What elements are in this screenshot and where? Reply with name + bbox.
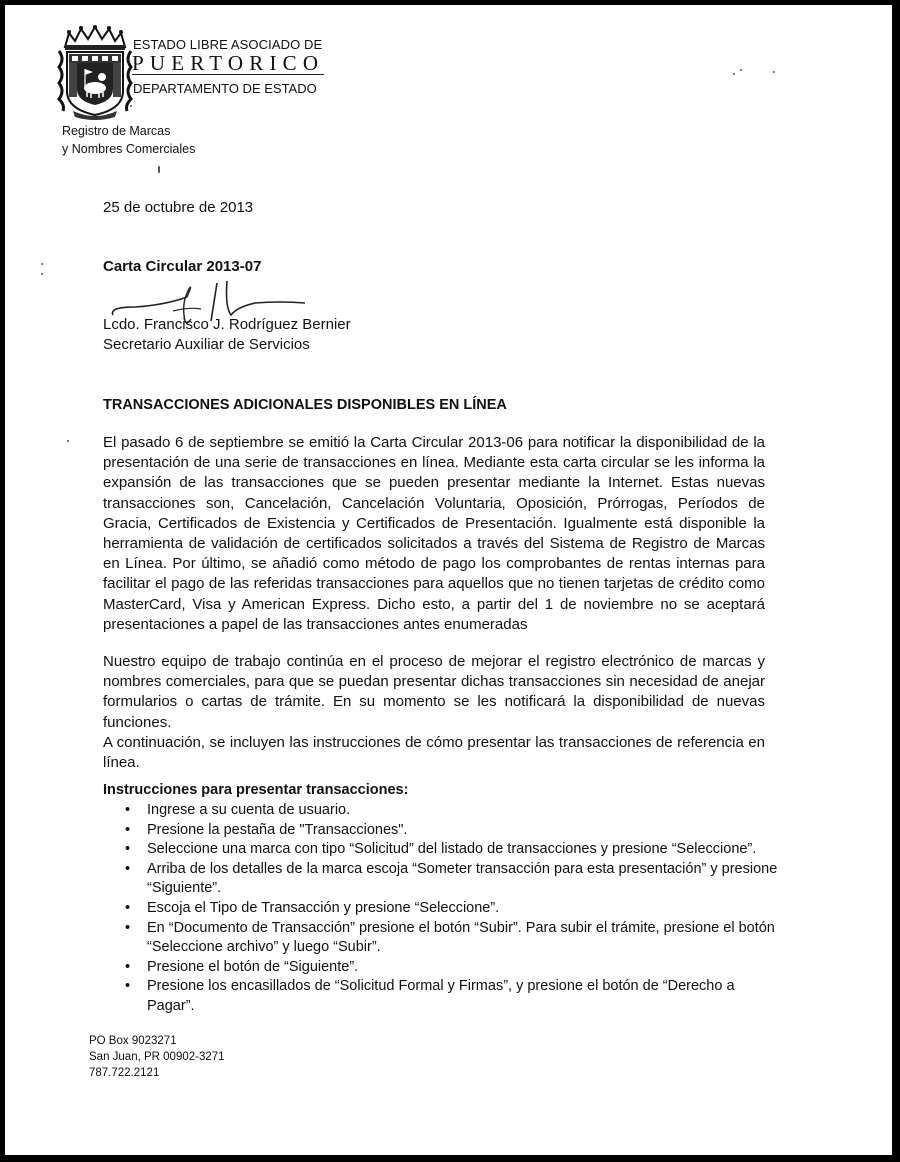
scan-speck bbox=[158, 166, 160, 173]
instructions-list bbox=[103, 801, 783, 1017]
scan-speck bbox=[733, 73, 735, 75]
list-item-text: Ingrese a su cuenta de usuario. bbox=[147, 802, 351, 818]
office-name-line-2: y Nombres Comerciales bbox=[62, 142, 196, 156]
list-item bbox=[103, 821, 783, 841]
office-name-line-1: Registro de Marcas bbox=[62, 124, 171, 138]
list-item-text: Presione la pestaña de "Transacciones". bbox=[147, 821, 408, 838]
scan-speck bbox=[41, 273, 43, 275]
paragraph-2: Nuestro equipo de trabajo continúa en el proceso de mejorar el registro electrónico de marcas y nombres comerciales, para que se puedan presentar dichas transacciones sin necesidad de anejar formularios o cartas de trámite. En su momento se les notificará la disponibilidad de nuevas funciones. bbox=[103, 653, 765, 731]
list-item bbox=[103, 899, 783, 919]
letter-date: 25 de octubre de 2013 bbox=[103, 199, 254, 216]
bullet-icon: • bbox=[125, 802, 131, 818]
scan-speck bbox=[130, 105, 132, 107]
coat-of-arms-seal-icon bbox=[55, 25, 135, 123]
paragraph-1: El pasado 6 de septiembre se emitió la Carta Circular 2013-06 para notificar la disponibilidad de la presentación de una serie de transacciones en línea. Mediante esta carta circular se les informa la expansión de las transacciones que se pueden presentar mediante la Internet. Estas nuevas transacciones son, Cancelación, Cancelación Voluntaria, Oposición, Prórrogas, Períodos de Gracia, Certificados de Existencia y Certificados de Presentación. Igualmente está disponible la herramienta de validación de certificados solicitados a través del Sistema de Registro de Marcas en Línea. Por último, se añadió como método de pago los comprobantes de rentas internas para facilitar el pago de las referidas transacciones para aquellos que no tienen tarjetas de crédito como MasterCard, Visa y American Express. Dicho esto, a partir del 1 de noviembre no se aceptará presentaciones a papel de las transacciones antes enumeradas bbox=[103, 434, 765, 633]
signatory-name: Lcdo. Francisco J. Rodríguez Bernier bbox=[103, 316, 351, 333]
circular-title: Carta Circular 2013-07 bbox=[103, 258, 262, 275]
letterhead-line-1: ESTADO LIBRE ASOCIADO DE bbox=[133, 37, 323, 52]
list-item bbox=[103, 977, 783, 1016]
footer-contact bbox=[89, 1033, 225, 1081]
bullet-icon: • bbox=[125, 919, 131, 936]
bullet-icon: • bbox=[125, 821, 131, 838]
scan-speck bbox=[67, 440, 69, 442]
letterhead-department: DEPARTAMENTO DE ESTADO bbox=[133, 81, 317, 96]
letterhead-puerto-rico: PUERTORICO bbox=[132, 51, 325, 75]
footer-phone: 787.722.2121 bbox=[89, 1067, 160, 1079]
list-item-text: Seleccione una marca con tipo “Solicitud” del listado de transacciones y presione “Seleccione”. bbox=[147, 841, 757, 858]
list-item-text: Arriba de los detalles de la marca escoja “Someter transacción para esta presentación” y presione “Siguiente”. bbox=[147, 860, 778, 897]
instructions-heading: Instrucciones para presentar transacciones: bbox=[103, 782, 409, 798]
bullet-icon: • bbox=[125, 978, 131, 995]
list-item bbox=[103, 840, 783, 860]
list-item-text: Presione el botón de “Siguiente”. bbox=[147, 958, 359, 975]
footer-address-1: PO Box 9023271 bbox=[89, 1035, 177, 1047]
section-heading: TRANSACCIONES ADICIONALES DISPONIBLES EN LÍNEA bbox=[103, 397, 507, 413]
list-item-text: Presione los encasillados de “Solicitud Formal y Firmas”, y presione el botón de “Derecho a Pagar”. bbox=[147, 978, 735, 1014]
bullet-icon: • bbox=[125, 899, 131, 916]
list-item bbox=[103, 801, 783, 821]
list-item-text: Escoja el Tipo de Transacción y presione “Seleccione”. bbox=[147, 899, 500, 916]
document-page bbox=[5, 5, 892, 1155]
footer-address-2: San Juan, PR 00902-3271 bbox=[89, 1051, 225, 1063]
list-item bbox=[103, 958, 783, 978]
list-item bbox=[103, 860, 783, 899]
bullet-icon: • bbox=[125, 841, 131, 858]
scan-speck bbox=[773, 71, 775, 73]
list-item bbox=[103, 919, 783, 958]
scan-speck bbox=[740, 69, 742, 71]
bullet-icon: • bbox=[125, 958, 131, 975]
bullet-icon: • bbox=[125, 860, 131, 877]
scan-speck bbox=[41, 263, 43, 265]
list-item-text: En “Documento de Transacción” presione el botón “Subir”. Para subir el trámite, presione el botón “Seleccione archivo” y luego “Subir”. bbox=[147, 919, 775, 956]
paragraph-3: A continuación, se incluyen las instrucciones de cómo presentar las transacciones de referencia en línea. bbox=[103, 734, 765, 772]
signatory-title: Secretario Auxiliar de Servicios bbox=[103, 336, 310, 353]
